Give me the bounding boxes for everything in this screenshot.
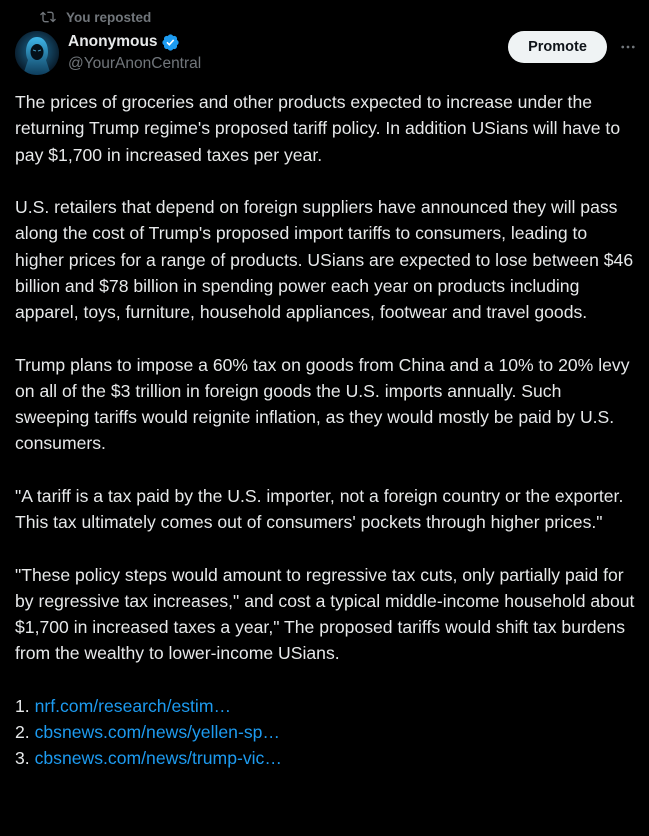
promote-button[interactable]: Promote — [508, 31, 607, 63]
author-handle[interactable]: @YourAnonCentral — [68, 55, 202, 72]
source-number-2: 2. — [15, 722, 30, 742]
tweet-paragraph-3: Trump plans to impose a 60% tax on goods from China and a 10% to 20% levy on all of the $3 trillion in foreign goods the U.S. imports annually. Such sweeping tariffs would reignite inflation, as they would mostly be paid by U.S. consumers. — [15, 354, 630, 454]
repost-icon — [40, 9, 56, 25]
source-link-row-2 — [15, 719, 640, 745]
tweet-text — [15, 89, 640, 772]
tweet-paragraph-5: "These policy steps would amount to regressive tax cuts, only partially paid for by regressive tax increases," and cost a typical middle-income household about $1,700 in increased taxes a year," The proposed tariffs would shift tax burdens from the wealthy to lower-income USians. — [15, 564, 635, 664]
more-options-button[interactable] — [616, 35, 640, 59]
author-info[interactable] — [68, 31, 201, 75]
source-number-1: 1. — [15, 695, 30, 716]
source-link-row-1 — [15, 693, 640, 719]
source-link-3[interactable]: cbsnews.com/news/trump-vic… — [34, 748, 282, 769]
tweet-paragraph-2: U.S. retailers that depend on foreign suppliers have announced they will pass along the cost of Trump's proposed import tariffs to consumers, leading to higher prices for a range of products. USians are expected to lose between $46 billion and $78 billion in spending power each year on products including apparel, toys, furniture, household appliances, footwear and travel goods. — [15, 197, 634, 322]
source-number-3: 3. — [15, 748, 30, 769]
repost-indicator — [40, 7, 151, 27]
source-link-row-3 — [15, 745, 640, 771]
repost-label: You reposted — [66, 9, 152, 25]
tweet-paragraph-1: The prices of groceries and other products expected to increase under the returning Trump regime's proposed tariff policy. In addition USians will have to pay $1,700 in increased taxes per year. — [15, 92, 621, 165]
verified-badge-icon[interactable] — [161, 33, 180, 52]
avatar[interactable] — [15, 31, 59, 75]
more-options-icon — [619, 38, 637, 56]
source-link-1[interactable]: nrf.com/research/estim… — [34, 695, 232, 716]
tweet-paragraph-4: "A tariff is a tax paid by the U.S. importer, not a foreign country or the exporter. This tax ultimately comes out of consumers' pockets through higher prices." — [15, 485, 624, 532]
source-links — [15, 693, 640, 772]
hooded-figure-avatar — [15, 31, 59, 75]
source-link-2[interactable]: cbsnews.com/news/yellen-sp… — [34, 722, 281, 742]
author-display-name[interactable]: Anonymous — [68, 33, 158, 50]
